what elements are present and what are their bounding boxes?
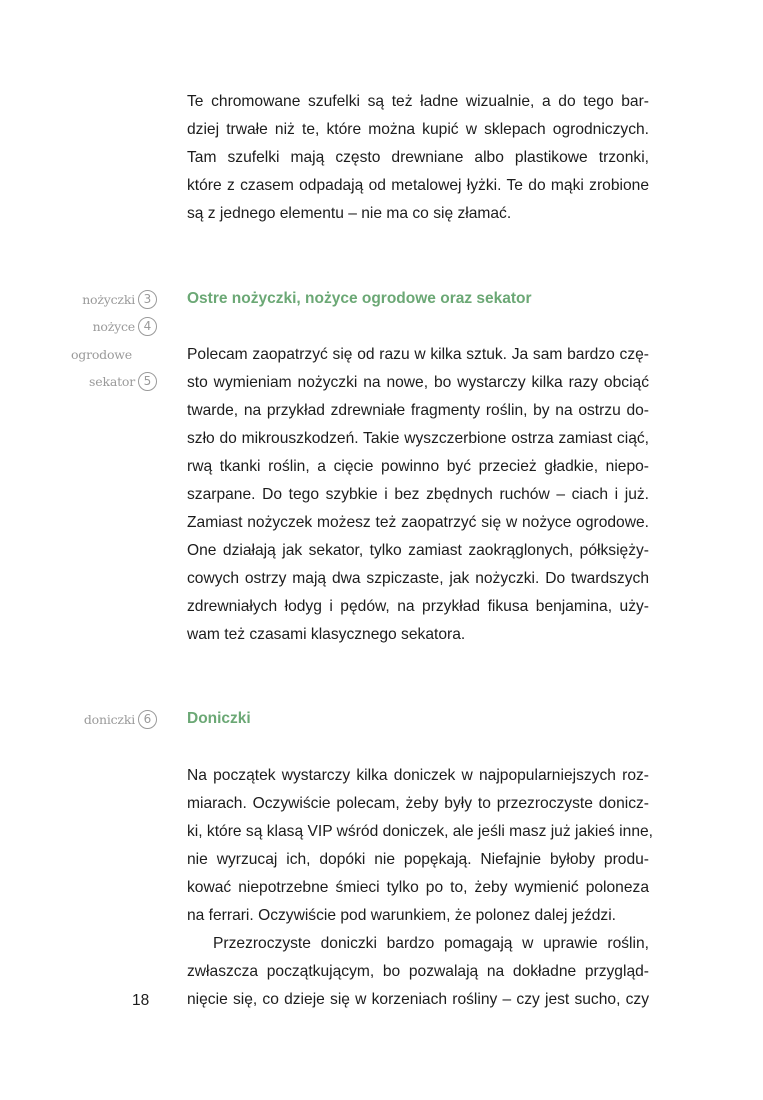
margin-note-word: nożyce bbox=[92, 318, 135, 334]
text-line: Zamiast nożyczek możesz też zaopatrzyć się w nożyce ogrodowe. bbox=[187, 514, 649, 531]
margin-note-ogrodowe bbox=[71, 343, 132, 365]
text-line: Polecam zaopatrzyć się od razu w kilka sztuk. Ja sam bardzo czę- bbox=[187, 346, 649, 363]
text-line: wam też czasami klasycznego sekatora. bbox=[187, 626, 466, 643]
text-line: Przezroczyste doniczki bardzo pomagają w uprawie roślin, bbox=[213, 935, 649, 952]
text-line: One działają jak sekator, tylko zamiast zaokrąglonych, półksięży- bbox=[187, 542, 649, 559]
margin-note-number: 6 bbox=[138, 710, 157, 729]
margin-note-sekator bbox=[89, 370, 157, 392]
text-line: miarach. Oczywiście polecam, żeby były to przezroczyste donicz- bbox=[187, 795, 649, 812]
text-line: kować niepotrzebne śmieci tylko po to, żeby wymienić poloneza bbox=[187, 879, 649, 896]
margin-note-nozyczki bbox=[82, 288, 157, 310]
text-line: twarde, na przykład zdrewniałe fragmenty roślin, by na ostrzu do- bbox=[187, 402, 649, 419]
text-line: ki, które są klasą VIP wśród doniczek, ale jeśli masz już jakieś inne, bbox=[187, 823, 653, 840]
margin-note-nozyce bbox=[93, 315, 157, 337]
text-line: szarpane. Do tego szybkie i bez zbędnych ruchów – ciach i już. bbox=[187, 486, 649, 503]
text-line: zwłaszcza początkującym, bo pozwalają na dokładne przygląd- bbox=[187, 963, 649, 980]
text-line: są z jednego elementu – nie ma co się złamać. bbox=[187, 205, 512, 222]
page-number: 18 bbox=[132, 992, 150, 1009]
margin-note-number: 3 bbox=[138, 290, 157, 309]
margin-note-word: ogrodowe bbox=[70, 346, 132, 362]
text-line: szło do mikrouszkodzeń. Takie wyszczerbione ostrza zamiast ciąć, bbox=[187, 430, 649, 447]
margin-note-word: nożyczki bbox=[82, 291, 135, 307]
text-line: Na początek wystarczy kilka doniczek w najpopularniejszych roz- bbox=[187, 767, 649, 784]
margin-note-number: 4 bbox=[138, 317, 157, 336]
text-line: które z czasem odpadają od metalowej łyżki. Te do mąki zrobione bbox=[187, 177, 649, 194]
text-line: nie wyrzucaj ich, dopóki nie popękają. Niefajnie byłoby produ- bbox=[187, 851, 649, 868]
text-line: rwą tkanki roślin, a cięcie powinno być przecież gładkie, niepo- bbox=[187, 458, 649, 475]
text-line: nięcie się, co dzieje się w korzeniach rośliny – czy jest sucho, czy bbox=[187, 991, 649, 1008]
margin-note-number: 5 bbox=[138, 372, 157, 391]
text-line: zdrewniałych łodyg i pędów, na przykład fikusa benjamina, uży- bbox=[187, 598, 649, 615]
text-line: dziej trwałe niż te, które można kupić w sklepach ogrodniczych. bbox=[187, 121, 649, 138]
text-line: na ferrari. Oczywiście pod warunkiem, że polonez dalej jeździ. bbox=[187, 907, 617, 924]
text-line: Tam szufelki mają często drewniane albo plastikowe trzonki, bbox=[187, 149, 649, 166]
margin-note-word: doniczki bbox=[83, 711, 135, 727]
section-heading-pots: Doniczki bbox=[187, 710, 251, 727]
text-line: sto wymieniam nożyczki na nowe, bo wystarczy kilka razy obciąć bbox=[187, 374, 649, 391]
text-line: Te chromowane szufelki są też ładne wizualnie, a do tego bar- bbox=[187, 93, 649, 110]
margin-note-doniczki bbox=[84, 708, 157, 730]
section-heading-shears: Ostre nożyczki, nożyce ogrodowe oraz sekator bbox=[187, 290, 532, 307]
text-line: cowych ostrzy mają dwa szpiczaste, jak nożyczki. Do twardszych bbox=[187, 570, 649, 587]
margin-note-word: sekator bbox=[89, 373, 135, 389]
